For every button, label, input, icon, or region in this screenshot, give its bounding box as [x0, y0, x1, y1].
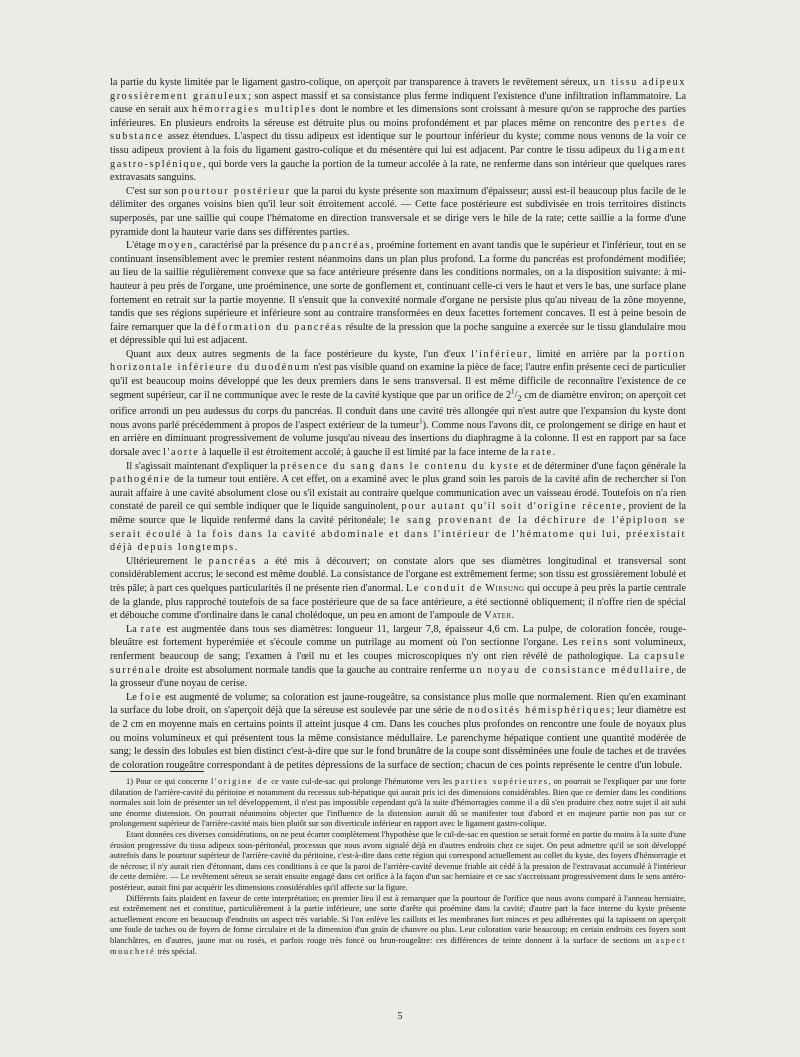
spaced-emphasis: pourtour postérieur: [181, 185, 291, 197]
spaced-emphasis: reins: [581, 637, 610, 649]
spaced-emphasis: déformation du pancréas: [204, 321, 343, 333]
paragraph: Quant aux deux autres segments de la face postérieure du kyste, l'un d'eux l'inférieur, limité en arrière par la portion horizontale inférieure du duodénum n'est pas visible quand on examine la pièce de face; l'autre enfin présente ceci de particulier qu'il est beaucoup moins développé que les deux premiers dans le sens transversal. Il est même difficile de reconnaître l'existence de ce segment supérieur, car il ne communique avec le reste de la cavité kystique que par un orifice de $2^1/_2$ cm de diamètre environ; on aperçoit cet orifice arrondi un peu audessus du corps du pancréas. Il conduit dans une cavité très allongée qui n'est autre que l'expansion du kyste dont nous avons parlé précédemment à propos de l'aspect extérieur de la tumeur$^1$). Comme nous l'avons dit, ce prolongement se dirige en haut et en arrière en diminuant progressivement de volume jusqu'au niveau des insertions du diaphragme à la colonne. Il est en rapport par sa face dorsale avec l'aorte à laquelle il est étroitement accolé; à gauche il est limité par la face interne de la rate.: [110, 348, 687, 459]
spaced-emphasis: rate: [140, 623, 163, 635]
small-caps-name: Wirsung: [485, 583, 525, 594]
spaced-emphasis: capsule surrénale: [110, 650, 686, 676]
paragraph: Ultérieurement le pancréas a été mis à découvert; on constate alors que ses diamètres longitudinal et transversal sont considérablement accrus; le second est même doublé. La consistance de l'organe est extrêmement ferme; son tissu est grossièrement lobulé et très pâle; à part ces quelques particularités il ne présente rien d'anormal. Le conduit de Wirsung qui occupe à peu près la partie centrale de la glande, plus rapproché toutefois de sa face postérieure que de sa face antérieure, a été sectionné obliquement; il n'offre rien de spécial et débouche comme d'ordinaire dans le canal cholédoque, un peu en amont de l'ampoule de Vater.: [110, 555, 686, 622]
footnote-paragraph: Différents faits plaident en faveur de cette interprétation; en premier lieu il est à remarquer que la pourtour de l'orifice que nous avons comparé à l'anneau herniaire, est extrêmement net et constitue, particulièrement à la partie inférieure, une sorte d'arête qui proémine dans la cavité; d'autre part la face interne du kyste présente actuellement encore en beaucoup d'endroits un aspect très variable. Si l'on enlève les caillots et les membranes fort minces et peu adhérentes qui la tapissent on aperçoit une foule de taches ou de foyers de forme circulaire et de la dimension d'un grain de chanvre ou plus. Leur coloration varie beaucoup; en certain endroits ces foyers sont blanchâtres, en d'autres, jaune mat ou rosés, et parfois rouge très foncé ou brun-rougeâtre: ces différences de teinte donnent à la surface de sections un aspect moucheté très spécial.: [110, 893, 686, 956]
spaced-emphasis: pour autant qu'il soit d'origine récente: [401, 501, 623, 513]
spaced-emphasis: parties supérieures: [454, 777, 549, 786]
spaced-emphasis: l'aorte: [163, 447, 200, 459]
paragraph: Le foie est augmenté de volume; sa coloration est jaune-rougeâtre, sa consistance plus molle que normalement. Rien qu'en examinant la surface du lobe droit, on s'aperçoit déjà que la séreuse est soulevée par une série de nodosités hémisphériques; leur diamètre est de 2 cm en moyenne mais en certains points il atteint jusque 4 cm. Dans les couches plus profondes on rencontre une foule de noyaux plus ou moins volumineux et qui présentent tous la même consistance médullaire. Le parenchyme hépatique contient une quantité modérée de sang; le dessin des lobules est bien distinct c'est-à-dire que sur le fond brunâtre de la coupe sont disséminées une foule de taches et de travées de coloration rougeâtre correspondant à de petites dépressions de la surface de section; chacun de ces points représente le centre d'un lobule.: [110, 691, 687, 771]
spaced-emphasis: un noyau de consistance médullaire: [469, 664, 671, 676]
spaced-emphasis: pancréas: [322, 240, 371, 252]
spaced-emphasis: hémorragies multiples: [191, 104, 317, 116]
spaced-emphasis: nodosités hémisphériques: [467, 705, 612, 717]
paragraph: La rate est augmentée dans tous ses diamètres: longueur 11, largeur 7,8, épaisseur 4,6 cm. La pulpe, de coloration foncée, rouge-bleuâtre est fortement hyperémiée et s'écoule comme un putrilage au moment où l'on sectionne l'organe. Les reins sont volumineux, renferment beaucoup de sang; l'examen à l'œil nu et les coupes microscopiques n'y ont rien révélé de pathologique. La capsule surrénale droite est absolument normale tandis que la gauche au contraire renferme un noyau de consistance médullaire, de la grosseur d'une noyau de cerise.: [110, 623, 686, 690]
subscript: 2: [517, 392, 522, 403]
spaced-emphasis: le sang provenant de la déchirure de l'épiploon se serait écoulé à la fois dans la cavité abdominale et dans l'intérieur de l'hématome qui lui, préexistait déjà depuis longtemps: [110, 515, 686, 554]
paragraph: la partie du kyste limitée par le ligament gastro-colique, on aperçoit par transparence à travers le revêtement séreux, un tissu adipeux grossièrement granuleux; son aspect massif et sa consistance plus ferme indiquent l'existence d'une infiltration inflammatoire. La cause en serait aux hémorragies multiples dont le nombre et les dimensions sont croissant à mesure qu'on se rapproche des parties inférieures. En plusieurs endroits la séreuse est détruite plus ou moins profondément et par places même on rencontre des pertes de substance assez étendues. L'aspect du tissu adipeux est identique sur le pourtour inférieur du kyste; comme nous venons de la voir ce tissu adipeux provient à la fois du ligament gastro-colique et du mésentère qui lui est adjacent. Par contre le tissu adipeux du ligament gastro-splénique, qui borde vers la gauche la portion de la tumeur accolée à la rate, ne renferme dans son intérieur que quelques rares extravasats sanguins.: [110, 77, 686, 184]
spaced-emphasis: pertes de substance: [110, 117, 686, 143]
paragraph: Il s'agissait maintenant d'expliquer la présence du sang dans le contenu du kyste et de déterminer d'une façon générale la pathogénie de la tumeur tout entière. A cet effet, on a examiné avec le plus grand soin les parois de la cavité afin de rechercher si l'on aurait affaire à une cavité absolument close ou s'il existait au contraire quelque communication avec un vaisseau érodé. Toutefois on n'a rien constaté de pareil ce qui semble indiquer que le liquide sanguinolent, pour autant qu'il soit d'origine récente, provient de la même source que le liquide renfermé dans la cavité péritonéale; le sang provenant de la déchirure de l'épiploon se serait écoulé à la fois dans la cavité abdominale et dans l'intérieur de l'hématome qui lui, préexistait déjà depuis longtemps.: [110, 460, 686, 554]
footnote-paragraph: 1) Pour ce qui concerne l'origine de ce vaste cul-de-sac qui prolonge l'hématome vers les parties supérieures, on pourrait se l'expliquer par une forte dilatation de l'arrière-cavité du péritoine et notamment du recessus sub-hépatique qui aurait pris ici des dimensions considérables. Bien que ce dernier dans les conditions normales soit loin de présenter un tel développement, il n'est pas impossible cependant qu'à la suite d'hémorragies comme il a dû s'en produire chez notre sujet il ait subi une énorme distension. On pourrait néanmoins objecter que l'influence de la distension aurait dû se manifester tout d'abord et en majeure partie non pas sur ce prolongement supérieur de l'arrière-cavité mais bien plutôt sur son diverticule inférieur en rapport avec le ligament gastro-colique.: [110, 777, 687, 829]
spaced-emphasis: l'origine de: [211, 777, 269, 786]
spaced-emphasis: foie: [139, 691, 163, 703]
spaced-emphasis: Le conduit de: [405, 583, 483, 594]
spaced-emphasis: présence du sang dans le contenu du kyste: [280, 460, 520, 472]
spaced-emphasis: portion horizontale inférieure du duodénum: [110, 348, 686, 374]
footnote-paragraph: Etant données ces diverses considérations, on ne peut écarter complètement l'hypothèse que le cul-de-sac en question se serait formé en partie du moins à la suite d'une érosion progressive du tissu adipeux sous-péritonéal, processus que nous avons signalé déjà en d'autres endroits chez ce sujet. On peut admettre qu'il se soit développé autrefois dans le pourtour supérieur de l'arrière-cavité du péritoine, c'est-à-dire dans cette région qui correspond actuellement au collet du kyste, des foyers d'hémorragie et de nécrose; il n'y aurait rien d'étonnant, dans ces conditions à ce que la paroi de l'arrière-cavité devenue friable ait cédé à la pression de l'extravasat accumulé à l'intérieur de cette dernière. — Le revêtement séreux se serait ensuite engagé dans cet orifice à la façon d'un sac herniaire et ce sac s'accroissant progressivement dans le sens antéro-postérieur, aurait fini par acquérir les dimensions considérables qu'il affecte sur la figure.: [110, 829, 686, 892]
spaced-emphasis: pancréas: [208, 555, 258, 567]
small-caps-name: Vater: [484, 610, 512, 622]
superscript: 1: [419, 417, 423, 426]
spaced-emphasis: ligament gastro-splénique: [110, 144, 686, 170]
page-number: 5: [397, 1011, 403, 1022]
superscript: 1: [511, 387, 515, 396]
main-text: [110, 76, 686, 772]
footnotes: [110, 777, 686, 957]
spaced-emphasis: pathogénie: [110, 474, 171, 486]
footnote-rule: [110, 771, 204, 772]
spaced-emphasis: l'inférieur: [471, 348, 529, 360]
paragraph: C'est sur son pourtour postérieur que la paroi du kyste présente son maximum d'épaisseur; aussi est-il beaucoup plus facile de le délimiter des organes voisins bien qu'il leur soit étroitement accolé. — Cette face postérieure est subdivisée en trois territoires distincts superposés, par une saillie qui coupe l'hématome en direction transversale et se dirige vers le hile de la rate; cette saillie a la forme d'une pyramide dont la hauteur varie dans ses différentes parties.: [110, 185, 686, 238]
paragraph: L'étage moyen, caractérisé par la présence du pancréas, proémine fortement en avant tandis que le supérieur et l'inférieur, tout en se continuant insensiblement avec le premier restent néanmoins dans un plan plus profond. La forme du pancréas est profondément modifiée; au lieu de la saillie régulièrement convexe que sa face antérieure présente dans les conditions normales, on a la disposition suivante: à mi-hauteur à peu près de l'organe, une proéminence, une sorte de gonflement et, continuant celle-ci vers le haut et vers le bas, une surface plane fortement en retrait sur la partie moyenne. Il s'ensuit que la convexité normale d'organe ne persiste plus qu'au niveau de la zône moyenne, tandis que ses régions supérieure et inférieure sont au contraire transformées en deux facettes fortement concaves. Il est à peine besoin de faire remarquer que la déformation du pancréas résulte de la pression que la poche sanguine a exercée sur le tissu glandulaire mou et dépressible qui lui est adjacent.: [110, 240, 686, 347]
spaced-emphasis: aspect moucheté: [110, 935, 686, 956]
spaced-emphasis: moyen: [158, 240, 194, 252]
spaced-emphasis: rate: [530, 447, 553, 459]
spaced-emphasis: un tissu adipeux grossièrement granuleux: [110, 77, 686, 102]
